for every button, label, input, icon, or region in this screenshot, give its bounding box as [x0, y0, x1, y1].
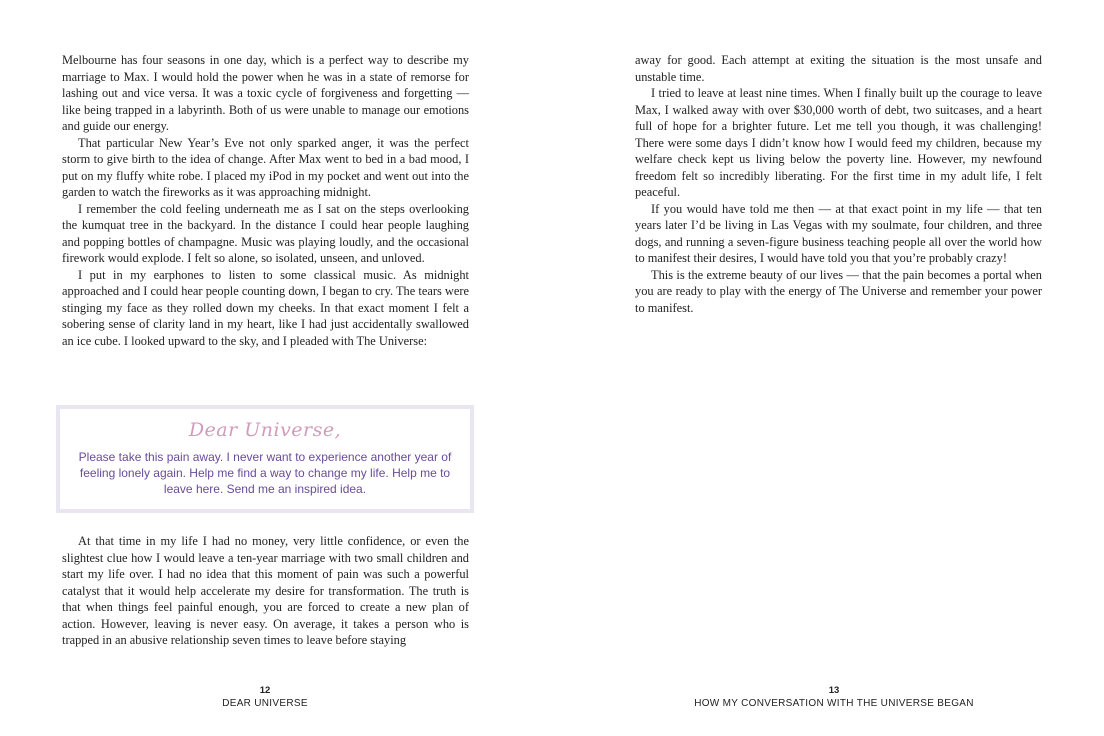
letter-body: Please take this pain away. I never want to experience another year of feeling lonely again. Help me find a way to change my life. Help me to leave here. Send me an inspired idea. — [78, 450, 452, 496]
paragraph: That particular New Year’s Eve not only sparked anger, it was the perfect storm to give birth to the idea of change. After Max went to bed in a bad mood, I put on my fluffy white robe. I placed my iPod in my pocket and went out into the garden to watch the fireworks as it was approaching midnight. — [62, 135, 469, 199]
paragraph: I remember the cold feeling underneath me as I sat on the steps overlooking the kumquat tree in the backyard. In the distance I could hear people laughing and popping bottles of champagne. Music was playing loudly, and the occasional firework would explode. I felt so alone, so isolated, unseen, and unloved. — [62, 201, 469, 265]
right-page-text — [635, 52, 1042, 316]
paragraph: At that time in my life I had no money, very little confidence, or even the slightest clue how I would leave a ten-year marriage with two small children and start my life over. I had no idea that this moment of pain was such a powerful catalyst that it would help accelerate my desire for transformation. The truth is that when things feel painful enough, you are forced to create a new plan of action. However, leaving is never easy. On average, it takes a person who is trapped in an abusive relationship seven times to leave before staying — [62, 534, 469, 647]
page-number: 13 — [828, 685, 840, 696]
left-page-footer — [0, 684, 530, 711]
left-page-text-bottom — [62, 533, 469, 649]
paragraph: away for good. Each attempt at exiting the situation is the most unsafe and unstable time. — [635, 53, 1042, 84]
right-page-footer — [552, 684, 1104, 711]
page-number: 12 — [259, 685, 271, 696]
running-title: HOW MY CONVERSATION WITH THE UNIVERSE BEGAN — [694, 698, 974, 709]
paragraph: This is the extreme beauty of our lives — that the pain becomes a portal when you are ready to play with the energy of The Universe and remember your power to manifest. — [635, 267, 1042, 315]
right-page — [552, 0, 1104, 736]
paragraph: I put in my earphones to listen to some classical music. As midnight approached and I could hear people counting down, I began to cry. The tears were stinging my face as they rolled down my cheeks. In that exact moment I felt a sobering sense of clarity land in my heart, like I had just accidentally swallowed an ice cube. I looked upward to the sky, and I pleaded with The Universe: — [62, 267, 469, 348]
paragraph: If you would have told me then — at that exact point in my life — that ten years later I’d be living in Las Vegas with my soulmate, four children, and three dogs, and running a seven-figure business teaching people all over the world how to manifest their desires, I would have told you that you’re probably crazy! — [635, 201, 1042, 265]
dear-universe-letter-box — [56, 405, 474, 513]
paragraph: I tried to leave at least nine times. When I finally built up the courage to leave Max, I walked away with over $30,000 worth of debt, two suitcases, and a heart full of hope for a brighter future. Let me tell you though, it was challenging! There were some days I didn’t know how I would feed my children, because my welfare check kept us living below the poverty line. However, my newfound freedom felt so incredibly liberating. For the first time in my adult life, I felt peaceful. — [635, 86, 1042, 199]
letter-salutation: Dear Universe, — [188, 419, 342, 441]
paragraph: Melbourne has four seasons in one day, which is a perfect way to describe my marriage to Max. I would hold the power when he was in a state of remorse for lashing out and vice versa. It was a toxic cycle of forgiveness and forgetting — like being trapped in a labyrinth. Both of us were unable to manage our emotions and guide our energy. — [62, 53, 469, 133]
running-title: DEAR UNIVERSE — [222, 698, 308, 709]
left-page-text-top — [62, 52, 469, 349]
